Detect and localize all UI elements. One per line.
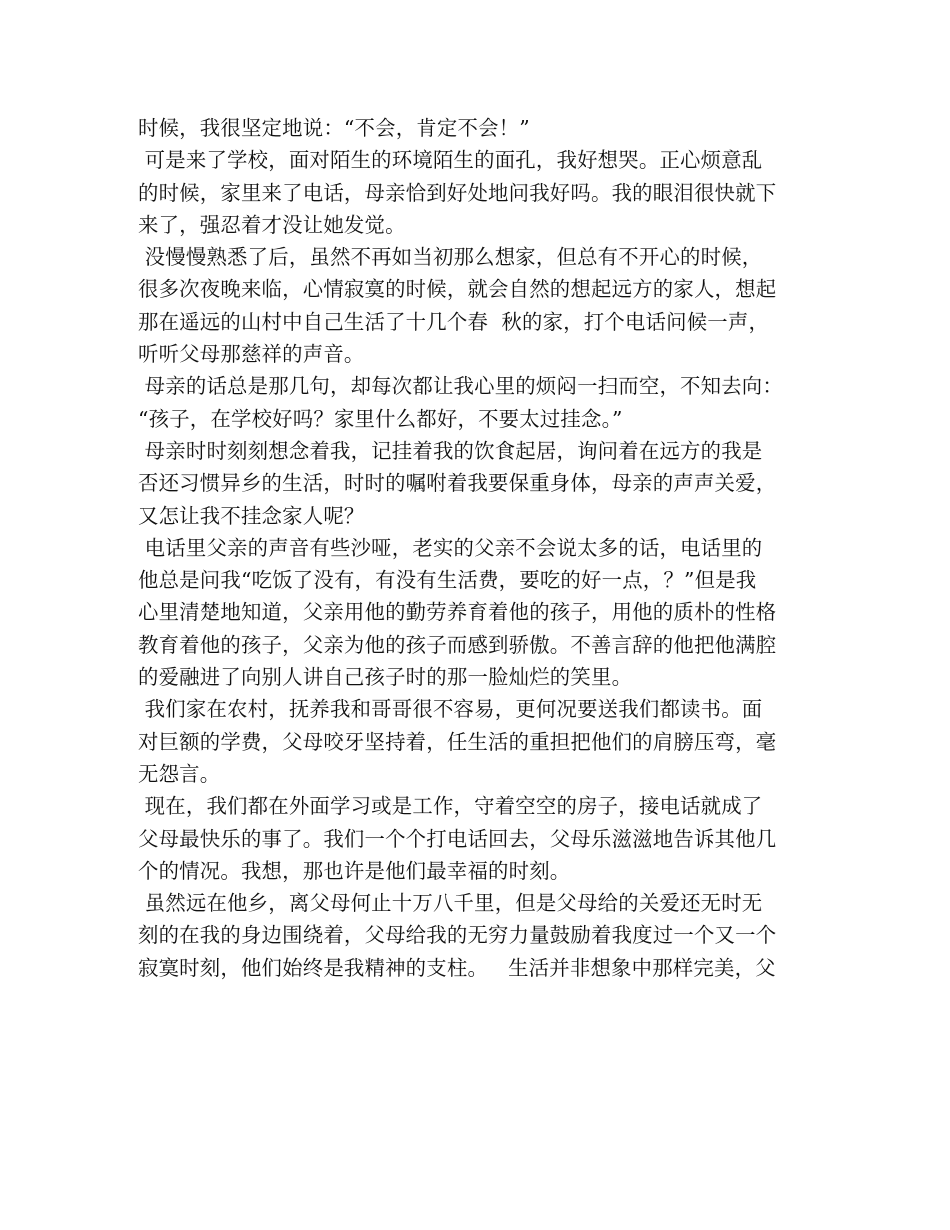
text-line: 来了，强忍着才没让她发觉。 — [138, 212, 406, 237]
essay-body — [138, 112, 838, 984]
text-line: 无怨言。 — [138, 761, 221, 786]
text-line: 虽然远在他乡，离父母何止十万八千里，但是父母给的关爱还无时无 — [138, 891, 763, 916]
text-line: 又怎让我不挂念家人呢？ — [138, 503, 365, 528]
text-line: “孩子，在学校好吗？家里什么都好，不要太过挂念。” — [138, 406, 623, 431]
text-line: 母亲时时刻刻想念着我，记挂着我的饮食起居，询问着在远方的我是 — [138, 438, 763, 463]
text-line: 刻的在我的身边围绕着，父母给我的无穷力量鼓励着我度过一个又一个 — [138, 923, 777, 948]
text-line: 心里清楚地知道，父亲用他的勤劳养育着他的孩子，用他的质朴的性格 — [138, 600, 777, 625]
text-line: 的爱融进了向别人讲自己孩子时的那一脸灿烂的笑里。 — [138, 665, 633, 690]
text-line: 个的情况。我想，那也许是他们最幸福的时刻。 — [138, 858, 571, 883]
text-line: 寂寞时刻，他们始终是我精神的支柱。 生活并非想象中那样完美，父 — [138, 955, 776, 980]
text-line: 现在，我们都在外面学习或是工作，守着空空的房子，接电话就成了 — [138, 794, 763, 819]
text-line: 没慢慢熟悉了后，虽然不再如当初那么想家，但总有不开心的时候， — [138, 245, 763, 270]
text-line: 听听父母那慈祥的声音。 — [138, 342, 365, 367]
text-line: 很多次夜晚来临，心情寂寞的时候，就会自然的想起远方的家人，想起 — [138, 277, 777, 302]
text-line: 他总是问我“吃饭了没有，有没有生活费，要吃的好一点，？”但是我 — [138, 568, 757, 593]
text-line: 时候，我很坚定地说：“不会，肯定不会！” — [138, 116, 530, 140]
text-line: 否还习惯异乡的生活，时时的嘱咐着我要保重身体，母亲的声声关爱， — [138, 471, 777, 496]
text-line: 母亲的话总是那几句，却每次都让我心里的烦闷一扫而空，不知去向： — [138, 374, 783, 399]
text-line: 对巨额的学费，父母咬牙坚持着，任生活的重担把他们的肩膀压弯，毫 — [138, 729, 777, 754]
text-line: 的时候，家里来了电话，母亲恰到好处地问我好吗。我的眼泪很快就下 — [138, 180, 777, 205]
text-line: 父母最快乐的事了。我们一个个打电话回去，父母乐滋滋地告诉其他几 — [138, 826, 777, 851]
text-line: 那在遥远的山村中自己生活了十几个春 秋的家，打个电话问候一声， — [138, 309, 770, 334]
text-line: 电话里父亲的声音有些沙哑，老实的父亲不会说太多的话，电话里的 — [138, 535, 763, 560]
text-line: 我们家在农村，抚养我和哥哥很不容易，更何况要送我们都读书。面 — [138, 697, 763, 722]
text-line: 教育着他的孩子，父亲为他的孩子而感到骄傲。不善言辞的他把他满腔 — [138, 632, 777, 657]
text-line: 可是来了学校，面对陌生的环境陌生的面孔，我好想哭。正心烦意乱 — [138, 148, 763, 173]
